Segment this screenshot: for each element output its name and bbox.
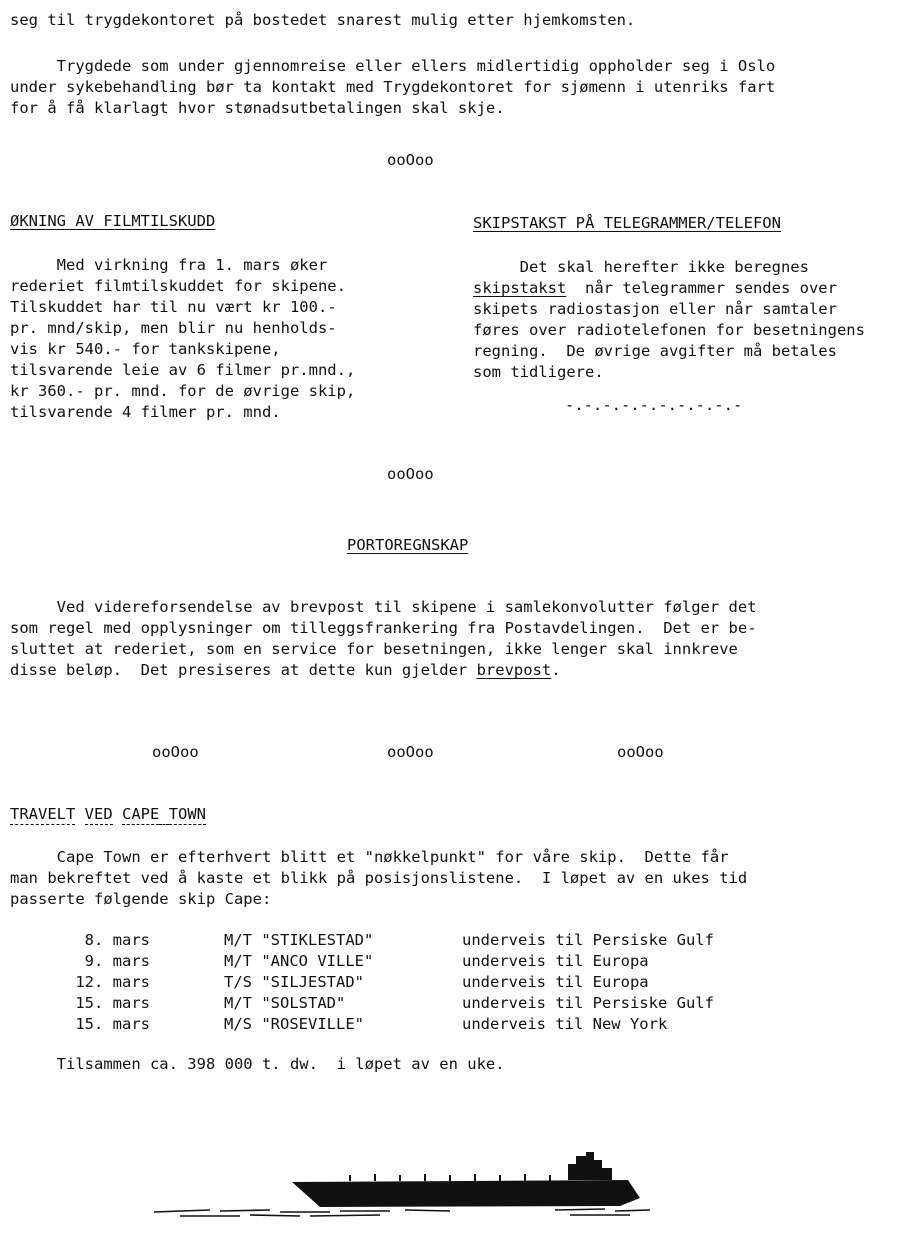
- cape-heading-word: TOWN: [168, 805, 207, 823]
- total-line: Tilsammen ca. 398 000 t. dw. i løpet av en uke.: [10, 1055, 505, 1073]
- film-line: kr 360.- pr. mnd. for de øvrige skip,: [10, 382, 356, 400]
- porto-heading: PORTOREGNSKAP: [347, 536, 469, 554]
- telegram-line: føres over radiotelefonen for besetningens: [473, 321, 865, 339]
- porto-line: Ved videreforsendelse av brevpost til skipene i samlekonvolutter følger det: [10, 598, 757, 616]
- cape-line: Cape Town er efterhvert blitt et "nøkkelpunkt" for våre skip. Dette får: [10, 848, 729, 866]
- cape-heading: [10, 804, 206, 825]
- ship-row: [0, 972, 900, 993]
- top-para-line-1: Trygdede som under gjennomreise eller ellers midlertidig oppholder seg i Oslo: [10, 57, 776, 75]
- ship-destination: underveis til Persiske Gulf: [462, 931, 714, 949]
- ship-destination: underveis til Europa: [462, 973, 649, 991]
- telegram-line: regning. De øvrige avgifter må betales: [473, 342, 837, 360]
- film-line: rederiet filmtilskuddet for skipene.: [10, 277, 346, 295]
- ship-destination: underveis til Europa: [462, 952, 649, 970]
- top-para-line-0: seg til trygdekontoret på bostedet snarest mulig etter hjemkomsten.: [10, 11, 636, 29]
- porto-line-start: disse beløp. Det presiseres at dette kun gjelder: [10, 661, 477, 679]
- film-line: Tilskuddet har til nu vært kr 100.-: [10, 298, 337, 316]
- separator: ooOoo: [617, 743, 664, 761]
- ship-destination: underveis til Persiske Gulf: [462, 994, 714, 1012]
- ship-superstructure: [568, 1152, 612, 1180]
- skipstakst-word: skipstakst: [473, 279, 567, 297]
- ship-date: 15. mars: [75, 1015, 150, 1033]
- ship-destination: underveis til New York: [462, 1015, 668, 1033]
- ship-name: M/T "STIKLESTAD": [224, 931, 374, 949]
- brevpost-word: brevpost: [476, 661, 552, 679]
- cape-heading-word: CAPE: [122, 805, 160, 823]
- ship-date: 8. mars: [84, 931, 150, 949]
- ship-name: M/T "ANCO VILLE": [224, 952, 374, 970]
- porto-line: sluttet at rederiet, som en service for besetningen, ikke lenger skal innkreve: [10, 640, 738, 658]
- film-line: tilsvarende leie av 6 filmer pr.mnd.,: [10, 361, 356, 379]
- cape-heading-word: VED: [84, 805, 113, 823]
- cape-line: passerte følgende skip Cape:: [10, 890, 272, 908]
- porto-line-end: .: [551, 661, 561, 679]
- ship-row: [0, 993, 900, 1014]
- telegram-line: Det skal herefter ikke beregnes: [473, 258, 809, 276]
- telegram-heading: SKIPSTAKST PÅ TELEGRAMMER/TELEFON: [473, 214, 781, 232]
- ship-name: M/T "SOLSTAD": [224, 994, 346, 1012]
- ship-date: 9. mars: [84, 952, 150, 970]
- separator: ooOoo: [387, 465, 434, 483]
- film-line: tilsvarende 4 filmer pr. mnd.: [10, 403, 281, 421]
- ship-row: [0, 930, 900, 951]
- ship-name: M/S "ROSEVILLE": [224, 1015, 364, 1033]
- ship-name: T/S "SILJESTAD": [224, 973, 364, 991]
- cape-line: man bekreftet ved å kaste et blikk på posisjonslistene. I løpet av en ukes tid: [10, 869, 748, 887]
- separator: ooOoo: [387, 151, 434, 169]
- film-line: Med virkning fra 1. mars øker: [10, 256, 328, 274]
- film-line: vis kr 540.- for tankskipene,: [10, 340, 281, 358]
- ship-hull: [292, 1180, 640, 1207]
- telegram-line: som tidligere.: [473, 363, 604, 381]
- telegram-line-rest: når telegrammer sendes over: [566, 279, 837, 297]
- telegram-line: skipets radiostasjon eller når samtaler: [473, 300, 837, 318]
- ship-deck-posts: [350, 1174, 550, 1181]
- porto-line: som regel med opplysninger om tilleggsfrankering fra Postavdelingen. Det er be-: [10, 619, 757, 637]
- telegram-line: [473, 278, 837, 299]
- ship-row: [0, 1014, 900, 1035]
- dash-divider: -.-.-.-.-.-.-.-.-.-: [565, 396, 743, 414]
- porto-line: [10, 660, 561, 681]
- separator: ooOoo: [387, 743, 434, 761]
- film-line: pr. mnd/skip, men blir nu henholds-: [10, 319, 337, 337]
- cape-heading-word: TRAVELT: [10, 805, 76, 823]
- top-para-line-3: for å få klarlagt hvor stønadsutbetalingen skal skje.: [10, 99, 505, 117]
- film-heading: ØKNING AV FILMTILSKUDD: [10, 212, 216, 230]
- ship-illustration: [150, 1150, 670, 1230]
- separator: ooOoo: [152, 743, 199, 761]
- top-para-line-2: under sykebehandling bør ta kontakt med Trygdekontoret for sjømenn i utenriks fart: [10, 78, 776, 96]
- ship-row: [0, 951, 900, 972]
- ship-water: [154, 1209, 650, 1216]
- ship-date: 15. mars: [75, 994, 150, 1012]
- ship-date: 12. mars: [75, 973, 150, 991]
